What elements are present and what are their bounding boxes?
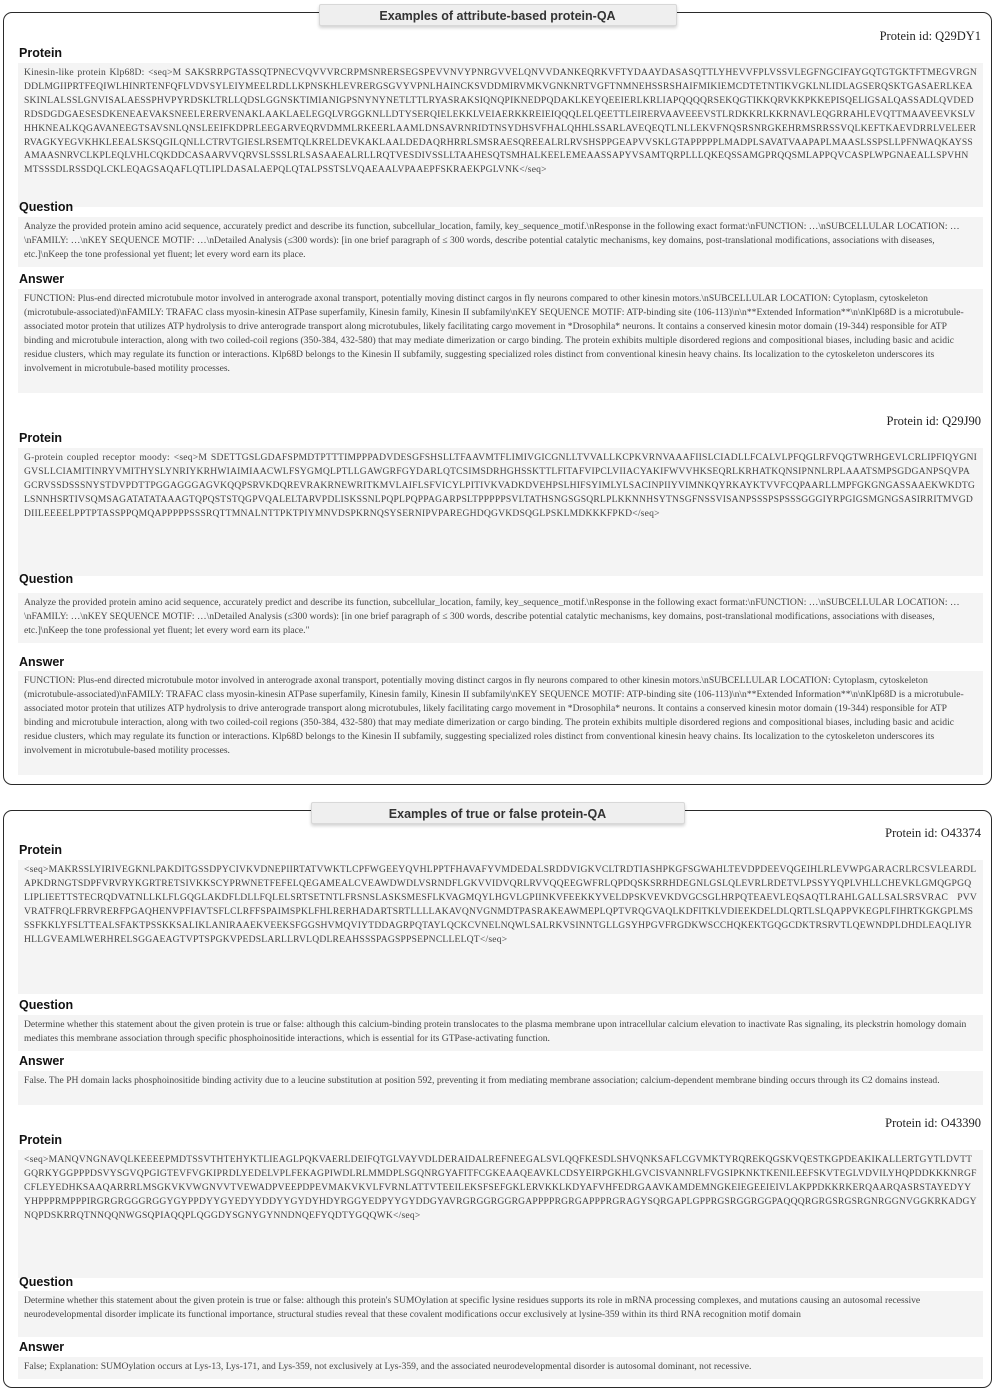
answer-text: False; Explanation: SUMOylation occurs at Lys-13, Lys-171, and Lys-359, not exclusively at Lys-359, and the associated neurodevelopmental disorder is autosomal dominant, not recessive. bbox=[18, 1357, 983, 1379]
question-text: Determine whether this statement about the given protein is true or false: although this protein's SUMOylation at specific lysine residues supports its role in mRNA processing complexes, and mutations causing an autosomal recessive neurodevelopmental disorder implicate its functional importance, structural studies reveal that these covalent modifications occur exclusively at lysine-359 within its third RNA recognition motif domain bbox=[18, 1291, 983, 1337]
answer-label: Answer bbox=[19, 1054, 65, 1068]
protein-sequence: Kinesin-like protein Klp68D: <seq>M SAKSRRPGTASSQTPNECVQVVVRCRPMSNRERSEGSPEVVNVYPNRGVVELQNVVDANKEQRKVFTYDAAYDASASQTTLYHEVVFPLVSSVLEGFNGCIFAYGQTGTGKTFTMEGVRGNDDLMGIIPRTFEQIWLHINRTENFQFLVDVSYLEIYMEELRDLLKPNSKHLEVRERGSGVYVPNLHAINCKSVDDMIRVMKVGNKNRTVGFTNMNEHSSRSHAIFMIKIEMCDTETNTIKVGKLNLIDLAGSERQSKTGASAERLKEASKINLALSSLGNVISALAESSPHVPYRDSKLTRLLQDSLGGNSKTIMIANIGPSNYNYNETLTTLRYASRAKSIQNQPIKNEDPQDAKLKEYQEEIERLKRLIAPQQQQRSEKQGTIKKQRVKKPKKEPISQELIGSALQASSADLQVDEDRDSDGDGAESESDKENEAEVAKSNEELERERVENAKLAAKLAELEGQLVRGGKNLLDTYSERQIELEKKLVEIAERKKREIEIQQQLELQEETTLEIRERVAAVEEEVSTLRDKKRLKKRNAVLEQGRRAHLEVQTTMAAVEEVKSLVHHKNEALKQGAVANEEGTSAVSNLQNSLEEIFKDPRLEEGARVEQRVDMMLRKEERLAAMLDNSAVRNRIDTNSYDHSVFHALQHHLSSARLAVEQEQTLNLLEKVFNQSRSNRGKEHRMSRRSSVQLKEFTKAEVDRRLVELEERRVAGKYEGVKHKLEEALSKSQGILQNLLCTRVTGIESLRSEMTQLKRELDEVKAKLAALDEDAQRHRRLSMSRAESQREEALRLRVSHSPPGEAPVVSKLGTAPPPPPLMADPLSAVATVAAPAPLMAASLSSPSLLPFNWAQKAYSSAMAASNRVCLKPLEQLVHLCQKDDCASAARVVQRVSLSSSLRLSASAAEALRLLRQTVESDIVSSLLTAAHESQTSMHALKEELEMEAASSAPYVSAMTQRPLLLQKEQSSAMGPRQQSMLAPPQVCASPLWPGNAEALLSPVHNMTSSSDLRSSDQLCKLEQAGSAQAFLQTLIPLDASALAEPQLQTALPSSTSLVQAEAALVPAAEPFSKRAEKPGLVNK</seq> bbox=[18, 63, 983, 207]
protein-sequence: G-protein coupled receptor moody: <seq>M SDETTGSLGDAFSPMDTPTTTIMPPPADVDESGFSHSLLTFAAVMTFLIMIVGICGNLLTVVALLKCPKVRNVAAAFIISLCIADLLFCALVLPFQGLRFVQGTWRHGEVLCRLIPFIQYGNIGVSLLCIAMITINRYVMITHYSLYNRIYKRHWIAIMIAACWLFSYGMQLPTLLGAWGRFGYDARLQTCSIMSDRHGHSSKTTLFITAFVIPCLVIIACYAKIFWVVHKSEQRLKRHATKQNSIPNNLRPLAAATSMPSGDGANPSQVPAGCRVSSDSSSNYSTDVPDTTPGGAGGGAGVKQQPSRVKDQREVRAKRNEWRITKMVLAIFLSFVICYLPITIVKVADKDVEHPSLHIFSYIMLYLSACINPIIYVIMNKQYRKAYKTVVFCQPAARLLMPFGKGNGASSAAEKWKDTGLSNNHSRTIVSQMSAGATATATAAAGTQPQSTSTQGPVQALELTARVPDLISKSSNLPQPLPQPPAGARPSLTPPPPPSVLTATHSNGSGSQRLPLKKNNHSYTNSGFNSSVISANPSSSPSPSSSGGGIYRPGIGSMGNGSASIRRITMVGDDIILEEEELPPTPTASSPPQMQAPPPPPSSSRQTTMNALNTTPKTPIYMNVDSPKRNQSYSERNIPVPAREGHDQGVKDSQGLPSKLMDKKKFPKD</seq> bbox=[18, 448, 983, 576]
question-label: Question bbox=[19, 1275, 74, 1289]
question-label: Question bbox=[19, 572, 74, 586]
protein-id: Protein id: Q29J90 bbox=[886, 414, 981, 428]
answer-label: Answer bbox=[19, 272, 65, 286]
protein-id: Protein id: O43374 bbox=[885, 826, 981, 840]
true-false-qa-panel bbox=[3, 807, 992, 1388]
answer-label: Answer bbox=[19, 1340, 65, 1354]
protein-sequence: <seq>MANQVNGNAVQLKEEEEPMDTSSVTHTEHYKTLIEAGLPQKVAERLDEIFQTGLVAYVDLDERAIDALREFNEEGALSVLQQFKESDLSHVQNKSAFLCGVMKTYRQREKQGSKVQESTKGPDEAKIKALLERTGYTLDVTTGQRKYGGPPPDSVYSGVQPGIGTEVFVGKIPRDLYEDELVPLFEKAGPIWDLRLMMDPLSGQNRGYAFITFCGKEAAQEAVKLCDSYEIRPGKHLGVCISVANNRLFVGSIPKNKTKENILEEFSKVTEGLVDVILYHQPDDKKKNRGFCFLEYEDHKSAAQARRRLMSGKVKVWGNVVTVEWADPVEEPDPEVMAKVKVLFVRNLATTVTEEILEKSFSEFGKLERVKKLKDYAFVHFEDRGAAVKAMDEMNGKEIEGEEIEIVLAKPPDKKRKERQAARQASRSTAYEDYYYHPPPRMPPPIRGRGRGGGRGGYGYPPDYYGYEDYYDDYYGYDYHDYRGGYEDPYYGYDDGYAVRGRGGRGGRGAPPPPRGRGAPPPRGRAGYSQRGAPLGPPRGSRGGRGGPAQQQRGRGSRGSRGNRGGNVGGKRKADGYNQPDSKRRQTNNQQNWGSQPIAQQPLQGGDYSGNYGYNNDNQEFYQDTYGQQWK</seq> bbox=[18, 1150, 983, 1278]
answer-text: FUNCTION: Plus-end directed microtubule motor involved in anterograde axonal transport, potentially moving distinct cargos in fly neurons compared to other kinesin motors.\nSUBCELLULAR LOCATION: Cytoplasm, cytoskeleton (microtubule-associated)\nFAMILY: TRAFAC class myosin-kinesin ATPase superfamily, Kinesin family, Kinesin II subfamily\nKEY SEQUENCE MOTIF: ATP-binding site (106-113)\n\n**Extended Information**\n\nKlp68D is a microtubule-associated motor protein that utilizes ATP hydrolysis to drive anterograde transport along microtubules, likely facilitating cargo movement in *Drosophila* neurons. It contains a conserved kinesin motor domain (19-344) responsible for ATP binding and microtubule interaction, along with two coiled-coil regions (350-384, 432-580) that may mediate dimerization or cargo binding. The protein exhibits multiple disordered regions and compositional biases, including basic and acidic residue clusters, which may regulate its function or interactions. Klp68D belongs to the Kinesin II subfamily, suggesting specialized roles distinct from conventional kinesin heavy chains. Its localization to the cytoskeleton underscores its involvement in microtubule-based motility processes. bbox=[18, 671, 983, 775]
question-text: Analyze the provided protein amino acid sequence, accurately predict and describe its function, subcellular_location, family, key_sequence_motif.\nResponse in the following exact format:\nFUNCTION: …\nSUBCELLULAR LOCATION: …\nFAMILY: …\nKEY SEQUENCE MOTIF: …\nDetailed Analysis (≤300 words): [in one brief paragraph of ≤ 300 words, describe potential catalytic mechanisms, key domains, post-translational modifications, associations with diseases, etc.]\nKeep the tone professional yet fluent; let every word earn its place. bbox=[18, 217, 983, 267]
protein-label: Protein bbox=[19, 843, 63, 857]
protein-id: Protein id: O43390 bbox=[885, 1116, 981, 1130]
question-label: Question bbox=[19, 200, 74, 214]
panel-title: Examples of true or false protein-QA bbox=[311, 802, 685, 824]
protein-id: Protein id: Q29DY1 bbox=[879, 29, 981, 43]
question-label: Question bbox=[19, 998, 74, 1012]
answer-text: FUNCTION: Plus-end directed microtubule motor involved in anterograde axonal transport, potentially moving distinct cargos in fly neurons compared to other kinesin motors.\nSUBCELLULAR LOCATION: Cytoplasm, cytoskeleton (microtubule-associated)\nFAMILY: TRAFAC class myosin-kinesin ATPase superfamily, Kinesin family, Kinesin II subfamily\nKEY SEQUENCE MOTIF: ATP-binding site (106-113)\n\n**Extended Information**\n\nKlp68D is a microtubule-associated motor protein that utilizes ATP hydrolysis to drive anterograde transport along microtubules, likely facilitating cargo movement in *Drosophila* neurons. It contains a conserved kinesin motor domain (19-344) responsible for ATP binding and microtubule interaction, along with two coiled-coil regions (350-384, 432-580) that may mediate dimerization or cargo binding. The protein exhibits multiple disordered regions and compositional biases, including basic and acidic residue clusters, which may regulate its function or interactions. Klp68D belongs to the Kinesin II subfamily, suggesting specialized roles distinct from conventional kinesin heavy chains. Its localization to the cytoskeleton underscores its involvement in microtubule-based motility processes. bbox=[18, 289, 983, 393]
attribute-qa-panel bbox=[3, 9, 992, 785]
protein-label: Protein bbox=[19, 431, 63, 445]
panel-title: Examples of attribute-based protein-QA bbox=[319, 4, 677, 26]
answer-label: Answer bbox=[19, 655, 65, 669]
question-text: Determine whether this statement about the given protein is true or false: although this calcium-binding protein translocates to the plasma membrane upon intracellular calcium elevation to inactivate Ras signaling, its pleckstrin homology domain mediates this membrane association through specific phosphoinositide interactions, which is essential for its GTPase-activating function. bbox=[18, 1015, 983, 1051]
question-text: Analyze the provided protein amino acid sequence, accurately predict and describe its function, subcellular_location, family, key_sequence_motif.\nResponse in the following exact format:\nFUNCTION: …\nSUBCELLULAR LOCATION: …\nFAMILY: …\nKEY SEQUENCE MOTIF: …\nDetailed Analysis (≤300 words): [in one brief paragraph of ≤ 300 words, describe potential catalytic mechanisms, key domains, post-translational modifications, associations with diseases, etc.]\nKeep the tone professional yet fluent; let every word earn its place." bbox=[18, 593, 983, 643]
protein-label: Protein bbox=[19, 1133, 63, 1147]
protein-label: Protein bbox=[19, 46, 63, 60]
protein-sequence: <seq>MAKRSSLYIRIVEGKNLPAKDITGSSDPYCIVKVDNEPIIRTATVWKTLCPFWGEEYQVHLPPTFHAVAFYVMDEDALSRDDVIGKVCLTRDTIASHPKGFSGWAHLTEVDPDEEVQGEIHLRLEVWPGARACRLRCSVLEARDLAPKDRNGTSDPFVRVRYKGRTRETSIVKKSCYPRWNETFEFELQEGAMEALCVEAWDWDLVSRNDFLGKVVIDVQRLRVVQQEEGWFRLQPDQSKSRRHDEGNLGSLQLEVRLRDETVLPSSYYQPLVHLLCHEVKLGMQGPGQLIPLIEETTSTECRQDVATNLLKLFLGQGLAKDFLDLLFQLELSRTSETNTLFRSNSLASKSMESFLKVAGMQYLHGVLGPIINKVFEEKKYVELDPSKVEVKDVGCSGLHRPQTEAEVLEQSAQTLRAHLGALLSALSRSVRAC PVVVRATFRQLFRRVRERFPGAQHENVPFIAVTSFLCLRFFSPAIMSPKLFHLRERHADARTSRTLLLLAKAVQNVGNMDTPASRAKEAWMEPLQPTVRQGVAQLKDFITKLVDIEEKDELDLQRTLSLQAPPVKEGPLFIHRTKGKGPLMSSSFKKLYFSLTTEALSFAKTPSSKKSALIKLANIRAAEKVEEKSFGGSHVMQVIYTDDAGRPQTAYLQCKCVNELNQWLSALRKVSINNTGLLGSYHPGVFRGDKWSCCHQKEKTGQGCDKTRSRVTLQEWNDPLDHDLEAQLIYRHLLGVEAMLWERHRELSGGAEAGTVPTSPGKVPEDSLARLLRVLQDLREAHSSSPAGSPPSEPNCLLELQT</seq> bbox=[18, 860, 983, 994]
answer-text: False. The PH domain lacks phosphoinositide binding activity due to a leucine substitution at position 592, preventing it from mediating membrane association; calcium-dependent membrane binding occurs through its C2 domains instead. bbox=[18, 1071, 983, 1105]
